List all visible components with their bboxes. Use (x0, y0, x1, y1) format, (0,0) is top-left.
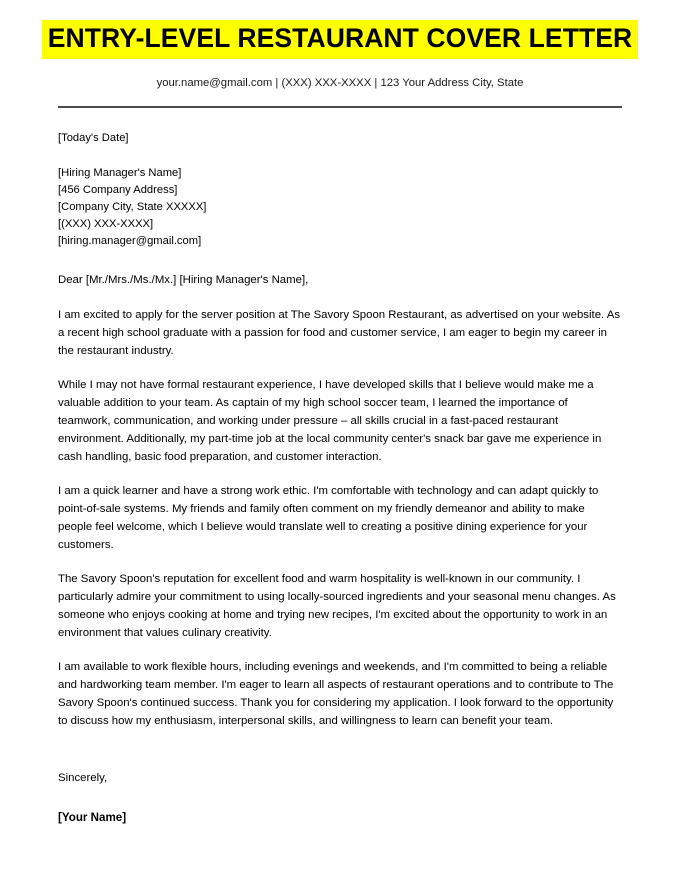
applicant-contact-line: your.name@gmail.com | (XXX) XXX-XXXX | 123 Your Address City, State (156, 76, 524, 89)
letter-paragraph: While I may not have formal restaurant experience, I have developed skills that I believe would make me a valuable addition to your team. As captain of my high school soccer team, I learned the importance of teamwork, communication, and working under pressure – all skills crucial in a fast-paced restaurant environment. Additionally, my part-time job at the local community center's snack bar gave me experience in cash handling, basic food preparation, and customer interaction. (58, 378, 602, 463)
recipient-line: [Company City, State XXXXX] (58, 201, 207, 214)
letter-date: [Today's Date] (58, 131, 129, 144)
recipient-line: [hiring.manager@gmail.com] (58, 235, 202, 248)
salutation: Dear [Mr./Mrs./Ms./Mx.] [Hiring Manager's Name], (58, 274, 309, 287)
header-divider (58, 106, 622, 108)
recipient-line: [Hiring Manager's Name] (58, 167, 182, 180)
letter-paragraph: I am excited to apply for the server position at The Savory Spoon Restaurant, as advertised on your website. As a recent high school graduate with a passion for food and customer service, I am eager to begin my career in the restaurant industry. (58, 308, 621, 357)
signature-name: [Your Name] (58, 811, 127, 825)
page-title: ENTRY-LEVEL RESTAURANT COVER LETTER (42, 20, 639, 59)
letter-paragraph: The Savory Spoon's reputation for excellent food and warm hospitality is well-known in our community. I particularly admire your commitment to using locally-sourced ingredients and your seasonal menu changes. As someone who enjoys cooking at home and trying new recipes, I'm excited about the opportunity to work in an environment that values culinary creativity. (58, 572, 616, 639)
letter-paragraph: I am a quick learner and have a strong work ethic. I'm comfortable with technology and can adapt quickly to point-of-sale systems. My friends and family often comment on my friendly demeanor and ability to make people feel welcome, which I believe would translate well to creating a positive dining experience for your customers. (58, 484, 599, 551)
closing-salutation: Sincerely, (58, 771, 108, 784)
letter-paragraph: I am available to work flexible hours, including evenings and weekends, and I'm committed to being a reliable and hardworking team member. I'm eager to learn all aspects of restaurant operations and to contribute to The Savory Spoon's continued success. Thank you for considering my application. I look forward to the opportunity to discuss how my enthusiasm, interpersonal skills, and willingness to learn can benefit your team. (58, 660, 614, 727)
recipient-address-block (58, 165, 622, 250)
recipient-line: [456 Company Address] (58, 184, 178, 197)
letter-body (0, 130, 680, 827)
letter-header (0, 0, 680, 108)
letter-paragraphs (58, 306, 622, 730)
recipient-line: [(XXX) XXX-XXXX] (58, 218, 154, 231)
closing-block (58, 770, 622, 827)
